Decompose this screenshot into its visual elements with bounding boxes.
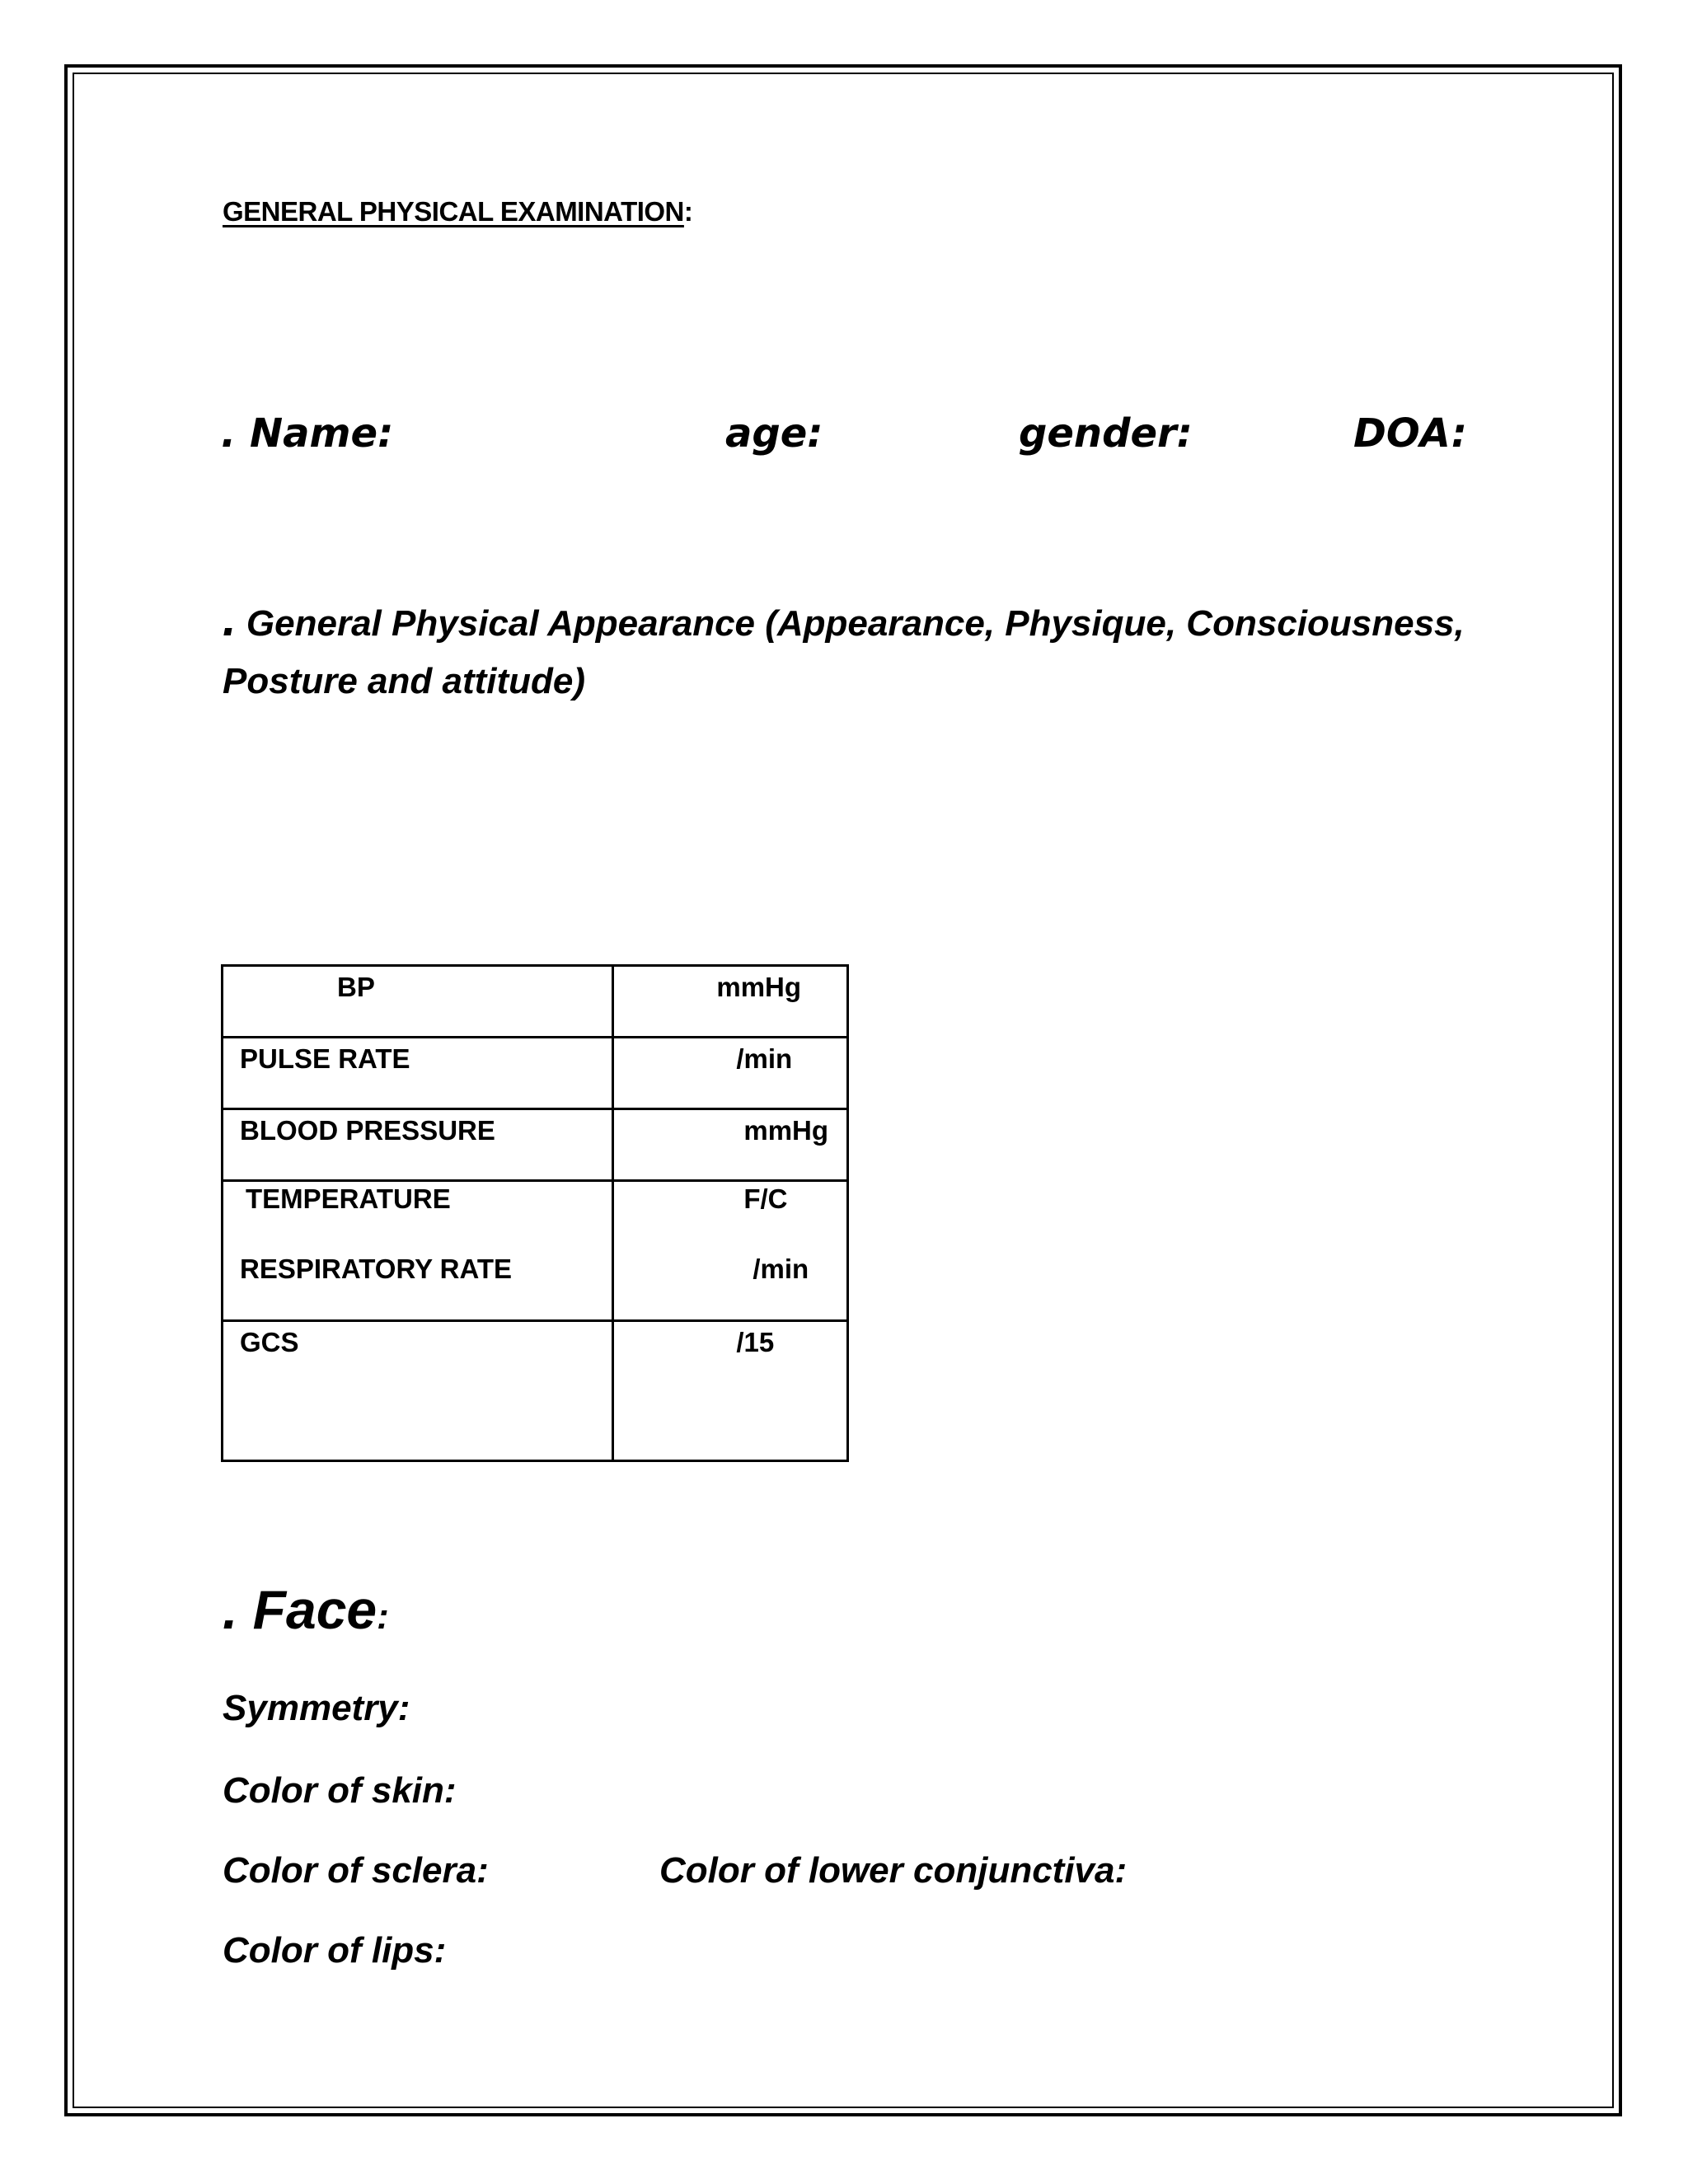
vitals-unit-cell	[613, 1321, 848, 1461]
general-appearance-bullet: .	[223, 591, 237, 646]
conjunctiva-color-label: Color of lower conjunctiva:	[659, 1850, 1128, 1891]
face-title-colon: :	[377, 1596, 389, 1637]
table-row	[223, 966, 848, 1038]
heading-colon: :	[683, 196, 693, 227]
vitals-label-cell	[223, 1038, 613, 1109]
temperature-label: TEMPERATURE	[246, 1183, 451, 1214]
blood-pressure-label: BLOOD PRESSURE	[240, 1115, 495, 1146]
sclera-color-label: Color of sclera:	[223, 1850, 489, 1891]
face-title-text: . Face	[223, 1579, 377, 1640]
general-appearance-label: General Physical Appearance (Appearance, Physique, Consciousness, Posture and attitude)	[223, 603, 1465, 701]
table-row	[223, 1038, 848, 1109]
table-row	[223, 1181, 848, 1321]
table-row	[223, 1321, 848, 1461]
table-row	[223, 1109, 848, 1181]
temperature-unit: F/C	[743, 1183, 788, 1214]
name-label: . Name:	[221, 410, 394, 457]
vitals-label-cell	[223, 1109, 613, 1181]
vitals-unit-cell	[613, 1038, 848, 1109]
pulse-rate-label: PULSE RATE	[240, 1043, 410, 1074]
age-label: age:	[725, 410, 823, 457]
face-section-title	[223, 1578, 389, 1641]
doa-label: DOA:	[1353, 410, 1467, 457]
vitals-label-cell	[223, 1321, 613, 1461]
gcs-unit: /15	[736, 1327, 775, 1357]
heading-title: GENERAL PHYSICAL EXAMINATION	[223, 196, 684, 227]
vitals-unit-cell	[613, 1181, 848, 1321]
blood-pressure-unit: mmHg	[743, 1115, 829, 1146]
symmetry-label: Symmetry:	[223, 1688, 410, 1728]
bp-unit: mmHg	[716, 972, 802, 1002]
pulse-rate-unit: /min	[736, 1043, 793, 1074]
respiratory-rate-label: RESPIRATORY RATE	[240, 1254, 513, 1284]
respiratory-rate-unit: /min	[753, 1254, 809, 1284]
gcs-label: GCS	[240, 1327, 299, 1357]
vitals-label-cell	[223, 1181, 613, 1321]
bp-label: BP	[337, 972, 375, 1002]
vitals-unit-cell	[613, 966, 848, 1038]
vitals-table	[221, 964, 849, 1462]
vitals-unit-cell	[613, 1109, 848, 1181]
vitals-label-cell	[223, 966, 613, 1038]
skin-color-label: Color of skin:	[223, 1770, 457, 1811]
gender-label: gender:	[1019, 410, 1193, 457]
lips-color-label: Color of lips:	[223, 1930, 447, 1971]
page-heading	[223, 196, 692, 227]
general-appearance-text	[223, 590, 1508, 710]
